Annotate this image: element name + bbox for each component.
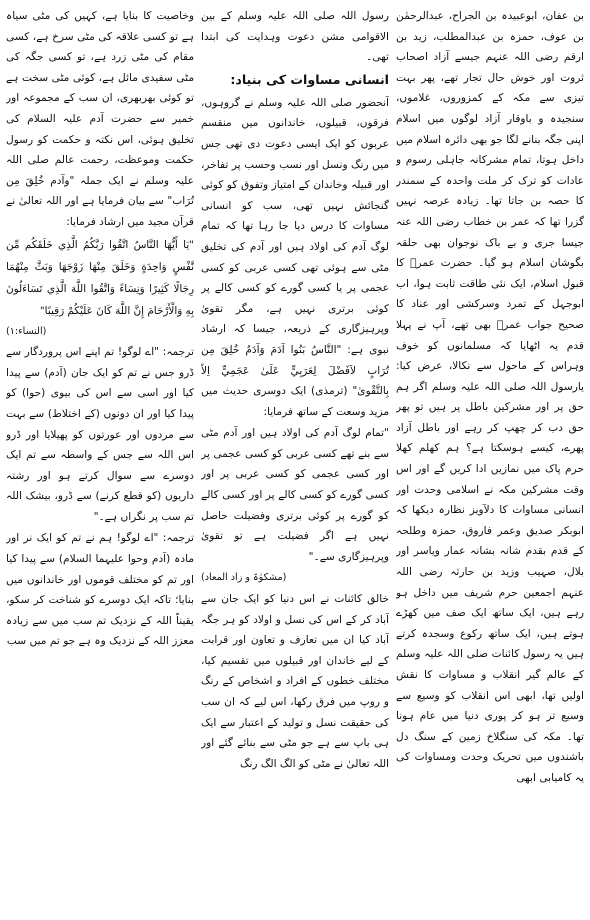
column-middle: [201, 6, 389, 916]
column-left: [6, 6, 194, 916]
reference: (النساء:۱): [6, 325, 47, 337]
paragraph: وخاصیت کا بنایا ہے، کہیں کی مٹی سیاہ ہے تو کسی علاقہ کی مٹی سرخ ہے، کسی مقام کی مٹی زرد ہے، تو کسی جگہ کی مٹی سفیدی مائل ہے، کوئی مٹی سخت ہے تو کوئی بھربھری، ان سب کے مجموعہ اور خمیر سے حضرت آدم علیہ السلام کی تخلیق ہوئی، اس نکتہ و حکمت کو رسول حکمت وموعظت، رحمت عالم صلی اللہ علیہ وسلم نے ایک جملہ "وآدم خُلِقَ مِن تُرَاب" سے بیان فرمایا ہے اور اللہ تعالیٰ نے قرآن مجید میں ارشاد فرمایا:: [6, 10, 194, 228]
paragraph: خالق کائنات نے اس دنیا کو ایک جان سے آباد کر کے اس کی نسل و اولاد کو ہر جگہ آباد کیا ان میں تعارف و تعاون اور قرابت کے لیے خاندان اور قبیلوں میں تقسیم کیا، مختلف خطوں کے افراد و اشخاص کے رنگ و روپ میں فرق رکھا، اس لیے کہ ان سب کی حقیقت نسل و تولید کے اعتبار سے ایک ہی باپ سے ہے جو مٹی سے بنائے گئے اور اللہ تعالیٰ نے مٹی کو الگ الگ رنگ: [201, 593, 389, 770]
paragraph: ترجمہ: "اے لوگو! تم اپنے اس پروردگار سے ڈرو جس نے تم کو ایک جان (آدم) سے پیدا کیا اور اسی سے اس کی بیوی (حوا) کو پیدا کیا اور ان دونوں (کے اختلاط) سے بہت سے مردوں اور عورتوں کو پھیلایا اور ڈرو اس اللہ سے جس کے واسطہ سے تم ایک دوسرے سے سوال کرتے ہو اور رشتہ داریوں (کو قطع کرنے) سے ڈرو، بیشک اللہ تم سب پر نگراں ہے۔": [6, 346, 194, 523]
text-columns: [6, 6, 584, 916]
paragraph: "تمام لوگ آدم کی اولاد ہیں اور آدم مٹی سے بنے تھے کسی عربی کو کسی عجمی پر اور کسی عجمی کو کسی عربی پر اور کسی گورے کو کسی کالے پر اور کسی کالے کو گورے پر کوئی برتری وفضیلت حاصل نہیں ہے اگر فضیلت ہے تو تقویٰ وپرہیزگاری سے۔": [201, 427, 389, 563]
quran-verse: "يَا أَيُّهَا النَّاسُ اتَّقُوا رَبَّكُمُ الَّذِي خَلَقَكُم مِّن نَّفْسٍ وَاحِدَةٍ وَخَلَقَ مِنْهَا زَوْجَهَا وَبَثَّ مِنْهُمَا رِجَالًا كَثِيرًا وَنِسَاءً وَاتَّقُوا اللَّهَ الَّذِي تَسَاءَلُونَ بِهِ وَالْأَرْحَامَ إِنَّ اللَّهَ كَانَ عَلَيْكُمْ رَقِيبًا": [6, 238, 194, 317]
section-heading: انسانی مساوات کی بنیاد:: [230, 71, 389, 87]
column-right: [396, 6, 584, 916]
paragraph: ترجمہ: "اے لوگو! ہم نے تم کو ایک نر اور مادہ (آدم وحوا علیہما السلام) سے پیدا کیا اور تم کو مختلف قوموں اور خاندانوں میں بنایا؛ تاکہ ایک دوسرے کو شناخت کر سکو، یقیناً اللہ کے نزدیک تم سب میں سے زیادہ معزز اللہ کے نزدیک وہ ہے جو تم میں سب: [6, 532, 194, 648]
paragraph: بن عفان، ابوعبیدہ بن الجراح، عبدالرحمٰن بن عوف، حمزہ بن عبدالمطلب، زید بن ارقم رضی اللہ عنہم جیسے آزاد اصحاب ثروت اور خوش حال تجار تھے، پھر بہت تیزی سے مکہ کے کمزوروں، غلاموں، سنجیدہ و باوقار آزاد لوگوں میں اسلام اپنی جگہ بنانے لگا جو بھی دائرہ اسلام میں داخل ہوتا، تمام مشرکانہ جاہلی رسوم و عادات کو ترک کر ملت واحدہ کے سمندر کا حصہ بن جاتا تھا۔ زیادہ عرصہ نہیں گزرا تھا کہ عمر بن خطاب رضی اللہ عنہ جیسا جری و بے باک نوجوان بھی حلقہ بگوشان اسلام ہو گیا۔ حضرت عمرؓ کا قبول اسلام، ایک نئی طاقت ثابت ہوا، اب ابوجہل کے تمرد وسرکشی اور عناد کا صحیح جواب عمرؓ بھی تھے، آپ نے پہلا قدم یہ اٹھایا کہ مسلمانوں کو خوف وہراس کے ماحول سے نکالا، عرض کیا: یارسول اللہ صلی اللہ علیہ وسلم اگر ہم حق پر اور مشرکین باطل پر ہیں تو پھر حق دب کر چھپ کر رہے اور باطل آزاد پھرے، کیسے ہوسکتا ہے؟ ہم کھلم کھلا حرم پاک میں نمازیں ادا کریں گے اور اس وقت مشرکین مکہ نے اسلامی وحدت اور انسانی مساوات کا دلآویز نظارہ دیکھا کہ ابوبکر صدیق وعمر فاروق، حمزہ وطلحہ کے قدم بقدم شانہ بشانہ عمار ویاسر اور بلال، صہیب وزید بن حارثہ رضی اللہ عنہم اجمعین حرم شریف میں داخل ہو رہے ہیں، ایک ساتھ ایک صف میں کھڑے ہوتے ہیں، ایک ساتھ رکوع وسجدہ کرتے ہیں یہ رسول کائنات صلی اللہ علیہ وسلم کے عالم گیر انقلاب و مساوات کا نقش اولیں تھا، ابھی اس انقلاب کو وسیع سے وسیع تر ہو کر پوری دنیا میں عام ہونا تھا۔ مکہ کی سنگلاخ زمین کے سنگ دل باشندوں میں تحریک وحدت ومساوات کی یہ کامیابی ابھی: [396, 10, 584, 784]
reference: (مشکوٰۃ و زاد المعاد): [201, 572, 287, 584]
paragraph: آنحضور صلی اللہ علیہ وسلم نے گروہوں، فرقوں، قبیلوں، خاندانوں میں منقسم عربوں کو ایک ایسی دعوت دی تھی جس میں رنگ ونسل اور نسب وحسب پر تفاخر، اور قبیلہ وخاندان کے امتیاز وتفوق کو کوئی گنجائش نہیں تھی، سب کو انسانی مساوات کا درس دیا جا رہا تھا کہ تمام لوگ آدم کی اولاد ہیں اور آدم کی تخلیق مٹی سے ہوئی تھی کسی عربی کو کسی عجمی پر یا کسی گورے کو کسی کالے پر کوئی برتری نہیں ہے، مگر تقویٰ وپرہیزگاری کے ذریعہ، جیسا کہ ارشاد نبوی ہے: "النَّاسُ بَنُوا آدَمَ وَآدَمُ خُلِقَ مِن تُرَابٍ لاَفَضْلَ لِعَرَبِيٍّ عَلَىٰ عَجَمِيٍّ اِلاّ بِالتَّقْوىٰ" (ترمذی) ایک دوسری حدیث میں مزید وسعت کے ساتھ فرمایا:: [201, 96, 389, 418]
paragraph: رسول اللہ صلی اللہ علیہ وسلم کے بین الاقوامی مشن دعوت وہدایت کی ابتدا تھی۔: [201, 10, 389, 64]
